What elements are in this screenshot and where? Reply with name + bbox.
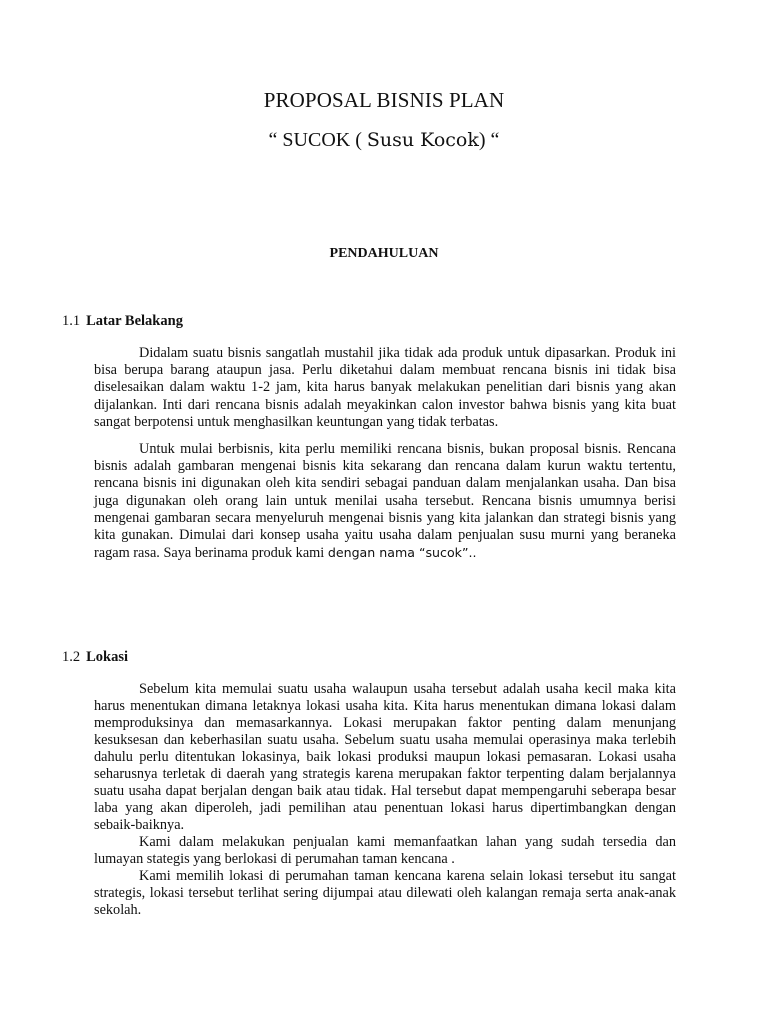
section-number: 1.2 <box>62 649 81 665</box>
section-title: Lokasi <box>86 649 129 665</box>
section-heading-latar-belakang <box>62 313 183 330</box>
section-body-lokasi <box>94 681 676 919</box>
section-title: Latar Belakang <box>86 313 183 329</box>
chapter-heading: PENDAHULUAN <box>329 246 439 261</box>
paragraph: Kami memilih lokasi di perumahan taman kencana karena selain lokasi tersebut itu sangat strategis, lokasi tersebut terlihat sering dijumpai atau dilewati oleh kalangan remaja serta anak-anak sekolah. <box>94 868 676 918</box>
section-body-latar-belakang <box>94 345 676 562</box>
subtitle-open: “ SUCOK ( <box>268 129 367 151</box>
paragraph: Kami dalam melakukan penjualan kami memanfaatkan lahan yang sudah tersedia dan lumayan stategis yang berlokasi di perumahan taman kencana . <box>94 834 676 867</box>
subtitle-close: ) “ <box>478 129 500 151</box>
paragraph-tail: dengan nama “sucok”.. <box>327 545 477 561</box>
paragraph-text: Untuk mulai berbisnis, kita perlu memiliki rencana bisnis, bukan proposal bisnis. Rencana bisnis adalah gambaran mengenai bisnis kita sekarang dan rencana dalam kurun waktu tertentu, rencana bisnis ini digunakan oleh kita sendiri sebagai panduan dalam menjalankan usaha. Dan bisa juga digunakan oleh orang lain untuk menilai usaha tersebut. Rencana bisnis umumnya berisi mengenai gambaran secara menyeluruh mengenai bisnis yang kita jalankan dan strategi bisnis yang kita gunakan. Dimulai dari konsep usaha yaitu usaha dalam penjualan susu murni yang beraneka ragam rasa. Saya berinama produk kami <box>94 441 676 562</box>
subtitle-accent: Susu Kocok <box>366 129 479 151</box>
paragraph: Sebelum kita memulai suatu usaha walaupun usaha tersebut adalah usaha kecil maka kita harus menentukan dimana letaknya lokasi usaha kita. Kita harus menentukan dimana lokasi dalam memproduksinya dan memasarkannya. Lokasi merupakan faktor penting dalam menunjang kesuksesan dan keberhasilan suatu usaha. Sebelum suatu usaha memulai operasinya maka terlebih dahulu perlu ditentukan lokasinya, baik lokasi produksi maupun lokasi pemasaran. Lokasi usaha seharusnya terletak di daerah yang strategis karena merupakan faktor terpenting dalam berjalannya suatu usaha dapat berjalan dengan baik atau tidak. Hal tersebut dapat mempengaruhi seberapa besar laba yang akan diperoleh, jadi pemilihan atau penentuan lokasi harus dipertimbangkan dengan sebaik-baiknya. <box>94 681 676 833</box>
section-number: 1.1 <box>62 313 81 329</box>
paragraph <box>94 441 676 562</box>
section-heading-lokasi <box>62 649 128 666</box>
paragraph: Didalam suatu bisnis sangatlah mustahil jika tidak ada produk untuk dipasarkan. Produk ini bisa berupa barang ataupun jasa. Perlu diketahui dalam membuat rencana bisnis ini tidak bisa diselesaikan dalam waktu 1-2 jam, kita harus banyak melakukan penelitian dari bisnis yang akan dijalankan. Inti dari rencana bisnis adalah meyakinkan calon investor bahwa bisnis yang kita buat sangat berpotensi untuk menghasilkan keuntungan yang tidak terbatas. <box>94 345 676 430</box>
document-title: PROPOSAL BISNIS PLAN <box>263 88 505 112</box>
document-subtitle <box>0 129 768 152</box>
